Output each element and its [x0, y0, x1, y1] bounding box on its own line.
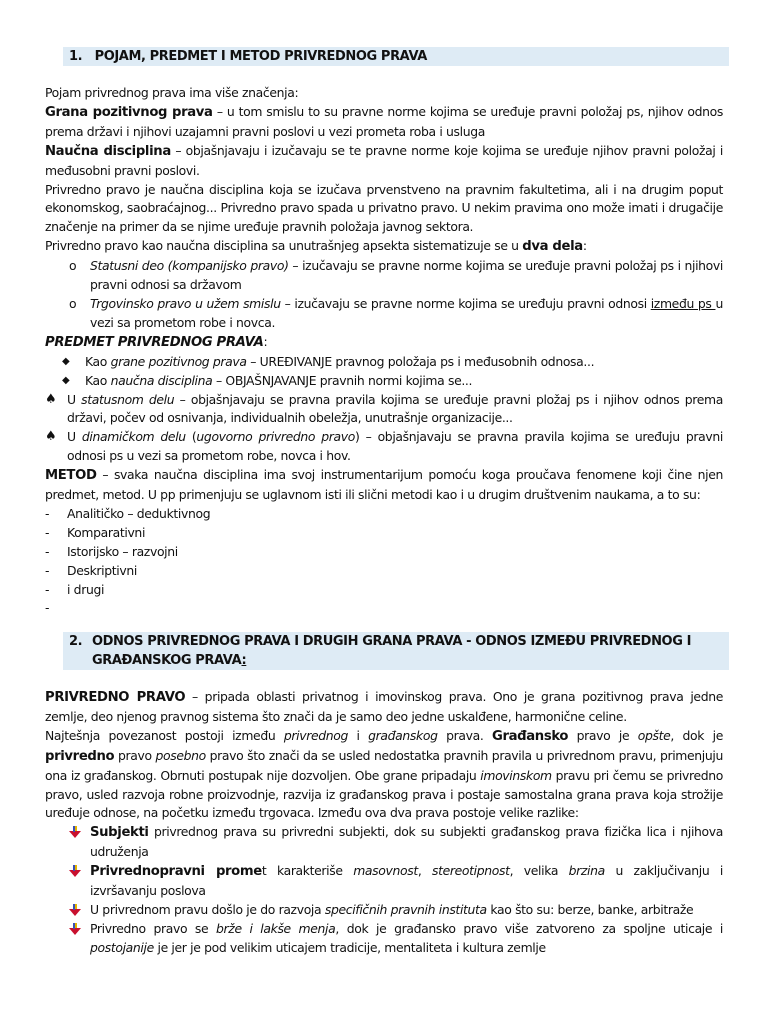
text: – u tom smislu to su pravne norme kojima se uređuje pravni položaj ps, njihov odnos prema državi i njihovi uzajamni pravni poslovi u vezi prometa roba i usluga: [45, 103, 723, 139]
text: između ps: [650, 295, 716, 311]
text: u zaključivanju i izvršavanju poslova: [90, 863, 723, 899]
spade-bullet-icon: ♠: [45, 429, 57, 445]
intro-paragraph: Pojam privrednog prava ima više značenja:: [45, 85, 299, 100]
heading-number: 2.: [69, 634, 83, 649]
text: posebno: [155, 747, 206, 763]
text: brzina: [568, 863, 605, 879]
dash-bullet-icon: -: [45, 524, 50, 540]
term-metod: METOD: [45, 468, 97, 484]
paragraph: [45, 237, 723, 257]
list-item: [45, 295, 723, 333]
text: U privrednom pravu došlo je do razvoja: [90, 901, 325, 917]
text: dinamičkom delu: [81, 429, 186, 445]
section2-body: [45, 688, 723, 958]
spade-bullet-icon: ♠: [45, 391, 57, 407]
predmet-list: [45, 353, 723, 391]
methods-list: [45, 505, 723, 618]
text: – OBJAŠNJAVANJE pravnih normi kojima se...: [212, 372, 473, 388]
section-heading-1: [63, 47, 729, 66]
dash-bullet-icon: -: [45, 562, 50, 578]
dash-bullet-icon: -: [45, 543, 50, 559]
list-item: [45, 524, 723, 543]
text: Analitičko – deduktivnog: [67, 505, 211, 521]
heading-number: 1.: [69, 49, 83, 64]
list-item: [45, 372, 723, 391]
text: – objašnjavaju i izučavaju se te pravne norme koje kojima se uređuje njihov pravni položaj i međusobni pravni poslovi.: [45, 142, 723, 178]
text: pravo što znači da se usled nedostatka pravnih pravila u privrednom pravu, primenjuju ona iz građanskog. Obrnuti postupak nije dozvoljen. Obe grane pripadaju: [45, 747, 723, 783]
arrow-down-bullet-icon: [69, 923, 81, 935]
text: Statusni deo (kompanijsko pravo): [90, 258, 289, 274]
list-item: [45, 581, 723, 600]
text: specifičnih pravnih instituta: [324, 901, 487, 917]
text: t karakteriše: [261, 863, 354, 879]
circle-bullet-icon: o: [69, 295, 77, 311]
list-item: [45, 862, 723, 901]
text: prava.: [437, 727, 492, 743]
list-item: [45, 428, 723, 466]
list-item: [45, 901, 723, 920]
metod-paragraph: [45, 466, 723, 505]
term-naucna: Naučna disciplina: [45, 143, 171, 159]
text: Građansko: [491, 728, 569, 744]
dash-bullet-icon: -: [45, 600, 50, 616]
naucna-paragraph: [45, 142, 723, 181]
text: pravo: [114, 747, 156, 763]
list-item: [45, 257, 723, 295]
text: , velika: [509, 863, 569, 879]
parts-detail-list: [45, 391, 723, 467]
text: opšte: [637, 727, 671, 743]
text: Komparativni: [67, 524, 146, 540]
text: Istorijsko – razvojni: [67, 543, 178, 559]
text: masovnost: [353, 863, 418, 879]
heading-title: ODNOS PRIVREDNOG PRAVA I DRUGIH GRANA PRAVA - ODNOS IZMEĐU PRIVREDNOG I GRAĐANSKOG PRAVA: [92, 634, 692, 668]
text: , dok je: [670, 727, 723, 743]
paragraph: [45, 688, 723, 727]
dash-bullet-icon: -: [45, 505, 50, 521]
list-item: [45, 391, 723, 429]
arrow-down-bullet-icon: [69, 826, 81, 838]
text: postojanije: [90, 939, 154, 955]
section-heading-2: [63, 632, 729, 670]
text: Kao: [85, 372, 111, 388]
differences-list: [45, 823, 723, 957]
subheading: PREDMET PRIVREDNOG PRAVA: [45, 334, 264, 350]
heading-suffix: :: [241, 653, 247, 668]
list-item: [45, 562, 723, 581]
text: privrednog: [283, 727, 348, 743]
text: je jer je pod velikim uticajem tradicije, mentaliteta i kultura zemlje: [153, 939, 546, 955]
parts-list: [45, 257, 723, 333]
text: [67, 600, 71, 615]
text: privredno: [45, 748, 115, 764]
text: Deskriptivni: [67, 562, 137, 578]
text: U: [67, 429, 82, 445]
text: Najtešnja povezanost postoji između: [45, 727, 284, 743]
text: i: [347, 727, 369, 743]
text: privrednog prava su privredni subjekti, dok su subjekti građanskog prava fizička lica i njihova udruženja: [90, 824, 723, 860]
text: ugovorno privredno pravo: [196, 429, 355, 445]
text: imovinskom: [480, 767, 552, 783]
text: (: [185, 429, 197, 445]
text: – izučavaju se pravne norme kojima se uređuje pravni položaj ps i njihovi pravni odnosi sa državom: [90, 258, 723, 293]
list-item: [45, 599, 723, 618]
list-item: [45, 920, 723, 958]
text: – izučavaju se pravne norme kojima se uređuju pravni odnosi: [280, 295, 651, 311]
dash-bullet-icon: -: [45, 581, 50, 597]
text: građanskog: [368, 727, 438, 743]
text: – UREĐIVANJE pravnog položaja ps i međusobnih odnosa...: [246, 353, 595, 369]
text: brže i lakše menja: [216, 920, 336, 936]
text: ) – objašnjavaju se pravna pravila kojima se uređuju pravni odnosi ps u vezi sa prometom robe, novca i hov.: [67, 429, 723, 464]
text: U: [67, 391, 82, 407]
text: ,: [417, 863, 433, 879]
text: – svaka naučna disciplina ima svoj instrumentarijum pomoću koga proučava fenomene koji čine njen predmet, metod. U pp primenjuju se uglavnom isti ili slični metodi kao i u drugim društvenim naukama, a to su:: [45, 467, 723, 503]
text: kao što su: berze, banke, arbitraže: [486, 901, 694, 917]
text: grane pozitivnog prava: [110, 353, 247, 369]
text: Subjekti: [90, 825, 149, 841]
list-item: [45, 543, 723, 562]
text: – objašnjavaju se pravna pravila kojima se uređuje pravni ploža​j ps i njihov odnos prema državi, počev od osnivanja, individualnih obeležja, unutrašnje organizacije...: [67, 391, 723, 426]
list-item: [45, 823, 723, 862]
predmet-title: [45, 333, 723, 353]
list-item: [45, 353, 723, 372]
text: , dok je građansko pravo više zatvoreno za spoljne uticaje i: [335, 920, 724, 936]
arrow-down-bullet-icon: [69, 865, 81, 877]
term-privredno-pravo: PRIVREDNO PRAVO: [45, 690, 186, 705]
text: naučna disciplina: [110, 372, 213, 388]
text: Privredno pravo kao naučna disciplina sa unutrašnjeg apsekta sistematizuje se u: [45, 238, 523, 254]
text: :: [582, 238, 587, 254]
diamond-bullet-icon: ◆: [62, 374, 70, 386]
document-body: [45, 84, 723, 618]
term-dva-dela: dva dela: [522, 239, 583, 255]
diamond-bullet-icon: ◆: [62, 355, 70, 367]
circle-bullet-icon: o: [69, 258, 77, 274]
text: Kao: [85, 353, 111, 369]
heading-title: POJAM, PREDMET I METOD PRIVREDNOG PRAVA: [94, 49, 427, 64]
paragraph: [45, 727, 723, 824]
text: Privredno pravo se: [90, 920, 217, 936]
list-item: [45, 505, 723, 524]
arrow-down-bullet-icon: [69, 904, 81, 916]
text: u vezi sa prometom robe i novca.: [90, 295, 723, 330]
text: stereotipnost: [432, 863, 510, 879]
grana-paragraph: [45, 103, 723, 142]
text: statusnom delu: [81, 391, 175, 407]
text: pravo je: [568, 727, 638, 743]
text: :: [263, 333, 268, 349]
text: i drugi: [67, 581, 105, 597]
text: Privrednopravni prome: [90, 864, 262, 880]
paragraph: Privredno pravo je naučna disciplina koja se izučava prvenstveno na pravnim fakultetima, ali i na drugim poput ekonomskog, saobraćajnog... Privredno pravo spada u privatno pravo. U nekim pravima ono može imati i drugačije značenje na primer da se njime uređuje pravnih položaja javnog sektora.: [45, 181, 723, 235]
text: Trgovinsko pravo u užem smislu: [90, 295, 281, 311]
term-grana: Grana pozitivnog prava: [45, 104, 213, 120]
text: pravu pri čemu se privredno pravo, usled razvoja robne proizvodnje, razvija iz građanskog prava i postaje samostalna grana prava koja strožije uređuje odnose, na početku između trgovaca. Između ova dva prava postoje velike razlike:: [45, 767, 723, 821]
text: – pripada oblasti privatnog i imovinskog prava. Ono je grana pozitivnog prava jedne zemlje, deo njenog pravnog sistema što znači da je samo deo jedne uskalđene, harmonične celine.: [45, 689, 723, 724]
